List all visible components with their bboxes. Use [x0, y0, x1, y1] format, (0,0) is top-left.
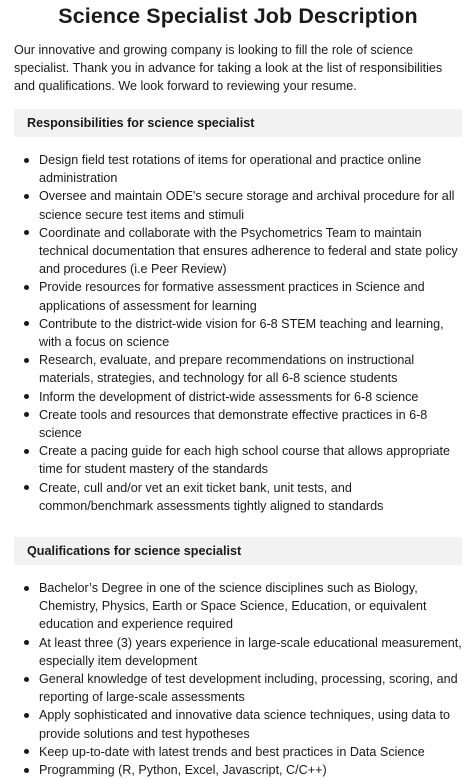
qualifications-list — [14, 579, 462, 779]
list-item — [14, 151, 462, 187]
bullet-dot-icon — [24, 194, 29, 199]
list-item-text: Design field test rotations of items for operational and practice online administration — [39, 153, 422, 186]
list-item-text: Coordinate and collaborate with the Psychometrics Team to maintain technical documentation that ensures adherence to federal and state policy and procedures (i.e Peer Review) — [39, 225, 458, 277]
bullet-dot-icon — [24, 768, 29, 773]
bullet-dot-icon — [24, 158, 29, 163]
page-title: Science Specialist Job Description — [58, 4, 418, 28]
bullet-dot-icon — [24, 713, 29, 718]
list-item — [14, 351, 462, 387]
list-item — [14, 743, 462, 761]
qualifications-header — [14, 537, 462, 565]
list-item-text: Contribute to the district-wide vision for 6-8 STEM teaching and learning, with a focus on science — [39, 316, 444, 350]
list-item — [14, 406, 462, 442]
list-item — [14, 187, 462, 223]
list-item-text: Research, evaluate, and prepare recommendations on instructional materials, strategies, and technology for all 6-8 science students — [39, 353, 415, 386]
bullet-dot-icon — [24, 449, 29, 454]
bullet-dot-icon — [24, 677, 29, 682]
list-item-text: Create a pacing guide for each high school course that allows appropriate time for student mastery of the standards — [39, 444, 450, 477]
bullet-dot-icon — [24, 230, 29, 235]
responsibilities-list — [14, 151, 462, 515]
list-item — [14, 388, 462, 406]
list-item — [14, 479, 462, 515]
list-item — [14, 278, 462, 314]
list-item-text: Provide resources for formative assessment practices in Science and applications of assessment for learning — [39, 280, 425, 313]
list-item — [14, 670, 462, 706]
list-item — [14, 579, 462, 634]
list-item — [14, 224, 462, 279]
qualifications-heading: Qualifications for science specialist — [27, 544, 242, 559]
bullet-dot-icon — [24, 586, 29, 591]
list-item — [14, 315, 462, 351]
responsibilities-header — [14, 109, 462, 137]
list-item-text: Create tools and resources that demonstrate effective practices in 6-8 science — [39, 407, 428, 441]
bullet-dot-icon — [24, 412, 29, 417]
bullet-dot-icon — [24, 640, 29, 645]
list-item-text: Create, cull and/or vet an exit ticket bank, unit tests, and common/benchmark assessments tightly aligned to standards — [39, 480, 384, 513]
list-item — [14, 761, 462, 779]
list-item-text: Apply sophisticated and innovative data science techniques, using data to provide solutions and test hypotheses — [39, 708, 450, 741]
list-item — [14, 634, 462, 670]
list-item-text: Programming (R, Python, Excel, Javascript, C/C++) — [39, 763, 327, 778]
intro-paragraph: Our innovative and growing company is looking to fill the role of science specialist. Thank you in advance for taking a look at the list of responsibilities and qualifications. We look forward to reviewing your resume. — [14, 43, 443, 93]
bullet-dot-icon — [24, 749, 29, 754]
list-item-text: Oversee and maintain ODE's secure storage and archival procedure for all science secure test items and stimuli — [39, 189, 455, 222]
list-item-text: Bachelor’s Degree in one of the science disciplines such as Biology, Chemistry, Physics, Earth or Space Science, Education, or equivalent education and experience required — [39, 581, 427, 632]
list-item — [14, 442, 462, 478]
bullet-dot-icon — [24, 394, 29, 399]
bullet-dot-icon — [24, 285, 29, 290]
responsibilities-heading: Responsibilities for science specialist — [27, 116, 255, 130]
list-item-text: Keep up-to-date with latest trends and best practices in Data Science — [39, 744, 425, 759]
list-item-text: Inform the development of district-wide assessments for 6-8 science — [39, 389, 419, 404]
bullet-dot-icon — [24, 485, 29, 490]
bullet-dot-icon — [24, 358, 29, 363]
list-item — [14, 706, 462, 742]
bullet-dot-icon — [24, 321, 29, 326]
list-item-text: At least three (3) years experience in large-scale educational measurement, especially item development — [39, 635, 462, 668]
list-item-text: General knowledge of test development including, processing, scoring, and reporting of large-scale assessments — [39, 672, 458, 705]
